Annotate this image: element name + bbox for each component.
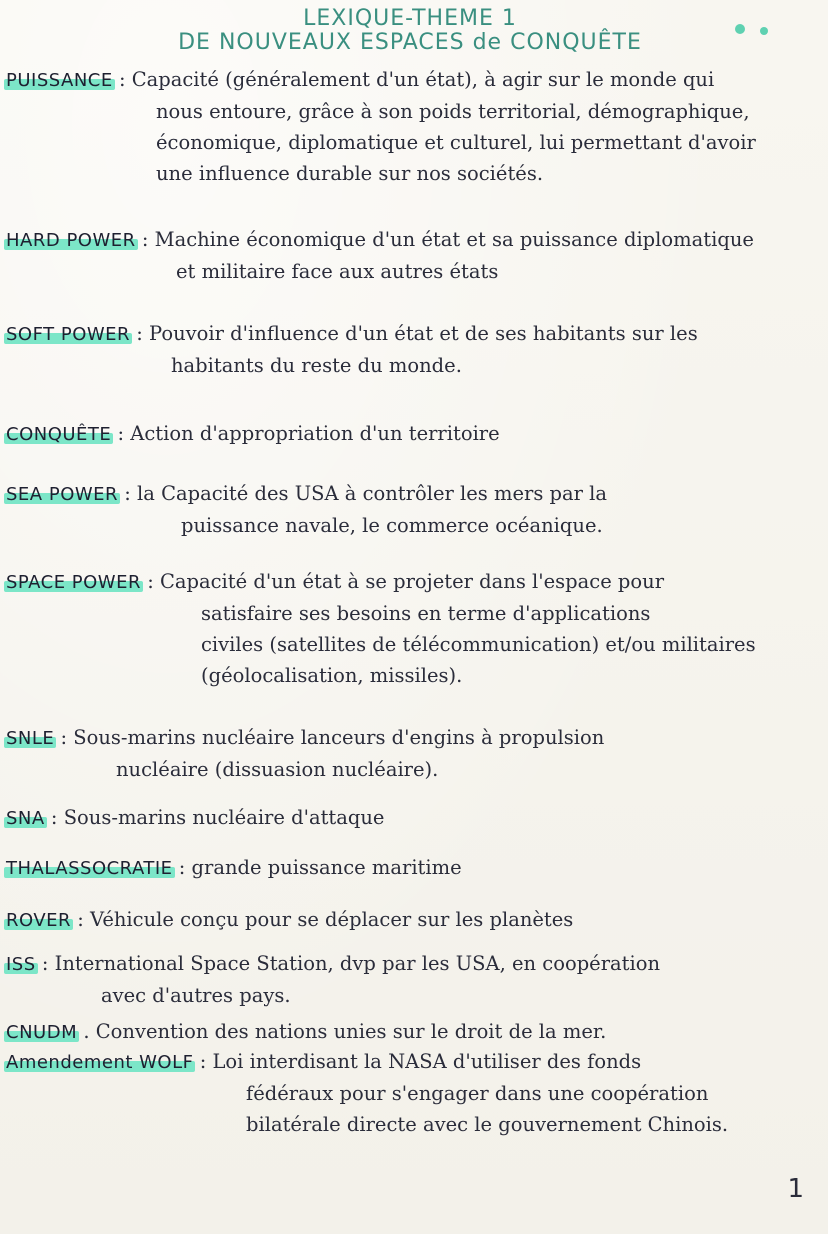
definition-text: . Convention des nations unies sur le droit de la mer. bbox=[83, 1020, 607, 1043]
term-label: SPACE POWER bbox=[6, 572, 141, 593]
definition-text: habitants du reste du monde. bbox=[171, 354, 462, 377]
term-label: ROVER bbox=[6, 910, 72, 931]
definition-text: : Véhicule conçu pour se déplacer sur les planètes bbox=[77, 908, 574, 931]
entry-conquete bbox=[6, 418, 821, 450]
entry-sna bbox=[6, 802, 821, 834]
entry-cnudm bbox=[6, 1016, 821, 1048]
definition-text: : Sous-marins nucléaire d'attaque bbox=[50, 806, 385, 829]
entry-rover bbox=[6, 904, 821, 936]
definition-text: : Loi interdisant la NASA d'utiliser des fonds bbox=[199, 1050, 642, 1073]
highlighter-dot bbox=[735, 24, 745, 34]
highlighter-dot bbox=[760, 27, 768, 35]
entry-puissance bbox=[6, 64, 821, 189]
definition-text: : Sous-marins nucléaire lanceurs d'engins à propulsion bbox=[60, 726, 605, 749]
term-label: SOFT POWER bbox=[6, 324, 131, 345]
term-label: SNLE bbox=[6, 728, 55, 749]
definition-text: avec d'autres pays. bbox=[101, 984, 291, 1007]
definition-text: (géolocalisation, missiles). bbox=[201, 664, 463, 687]
entry-amendement-wolf bbox=[6, 1046, 821, 1140]
definition-text: : Action d'appropriation d'un territoire bbox=[117, 422, 500, 445]
entry-sea-power bbox=[6, 478, 821, 541]
term-label: CONQUÊTE bbox=[6, 424, 112, 445]
term-label: ISS bbox=[6, 954, 36, 975]
page-number: 1 bbox=[787, 1174, 804, 1204]
definition-text: bilatérale directe avec le gouvernement Chinois. bbox=[246, 1113, 729, 1136]
definition-text: et militaire face aux autres états bbox=[176, 260, 499, 283]
definition-text: : Machine économique d'un état et sa puissance diplomatique bbox=[141, 228, 754, 251]
definition-text: : Capacité (généralement d'un état), à agir sur le monde qui bbox=[118, 68, 715, 91]
entry-space-power bbox=[6, 566, 821, 691]
term-label: HARD POWER bbox=[6, 230, 136, 251]
entry-hard-power bbox=[6, 224, 821, 287]
term-label: SNA bbox=[6, 808, 45, 829]
entry-snle bbox=[6, 722, 821, 785]
term-label: PUISSANCE bbox=[6, 70, 113, 91]
definition-text: nous entoure, grâce à son poids territorial, démographique, bbox=[156, 100, 750, 123]
entry-thalassocratie bbox=[6, 852, 821, 884]
term-label: SEA POWER bbox=[6, 484, 119, 505]
definition-text: économique, diplomatique et culturel, lui permettant d'avoir bbox=[156, 131, 756, 154]
definition-text: : Pouvoir d'influence d'un état et de ses habitants sur les bbox=[136, 322, 698, 345]
definition-text: nucléaire (dissuasion nucléaire). bbox=[116, 758, 439, 781]
page-title: LEXIQUE-THEME 1 bbox=[303, 6, 517, 31]
definition-text: civiles (satellites de télécommunication) et/ou militaires bbox=[201, 633, 756, 656]
term-label: Amendement WOLF bbox=[6, 1052, 194, 1073]
definition-text: fédéraux pour s'engager dans une coopération bbox=[246, 1082, 709, 1105]
definition-text: satisfaire ses besoins en terme d'applications bbox=[201, 602, 651, 625]
term-label: THALASSOCRATIE bbox=[6, 858, 173, 879]
entry-iss bbox=[6, 948, 821, 1011]
term-label: CNUDM bbox=[6, 1022, 78, 1043]
definition-text: : Capacité d'un état à se projeter dans l'espace pour bbox=[147, 570, 665, 593]
definition-text: une influence durable sur nos sociétés. bbox=[156, 162, 544, 185]
definition-text: : International Space Station, dvp par les USA, en coopération bbox=[41, 952, 661, 975]
page-subtitle: DE NOUVEAUX ESPACES de CONQUÊTE bbox=[178, 30, 642, 55]
definition-text: puissance navale, le commerce océanique. bbox=[181, 514, 603, 537]
definition-text: : grande puissance maritime bbox=[178, 856, 462, 879]
definition-text: : la Capacité des USA à contrôler les mers par la bbox=[124, 482, 608, 505]
entry-soft-power bbox=[6, 318, 821, 381]
